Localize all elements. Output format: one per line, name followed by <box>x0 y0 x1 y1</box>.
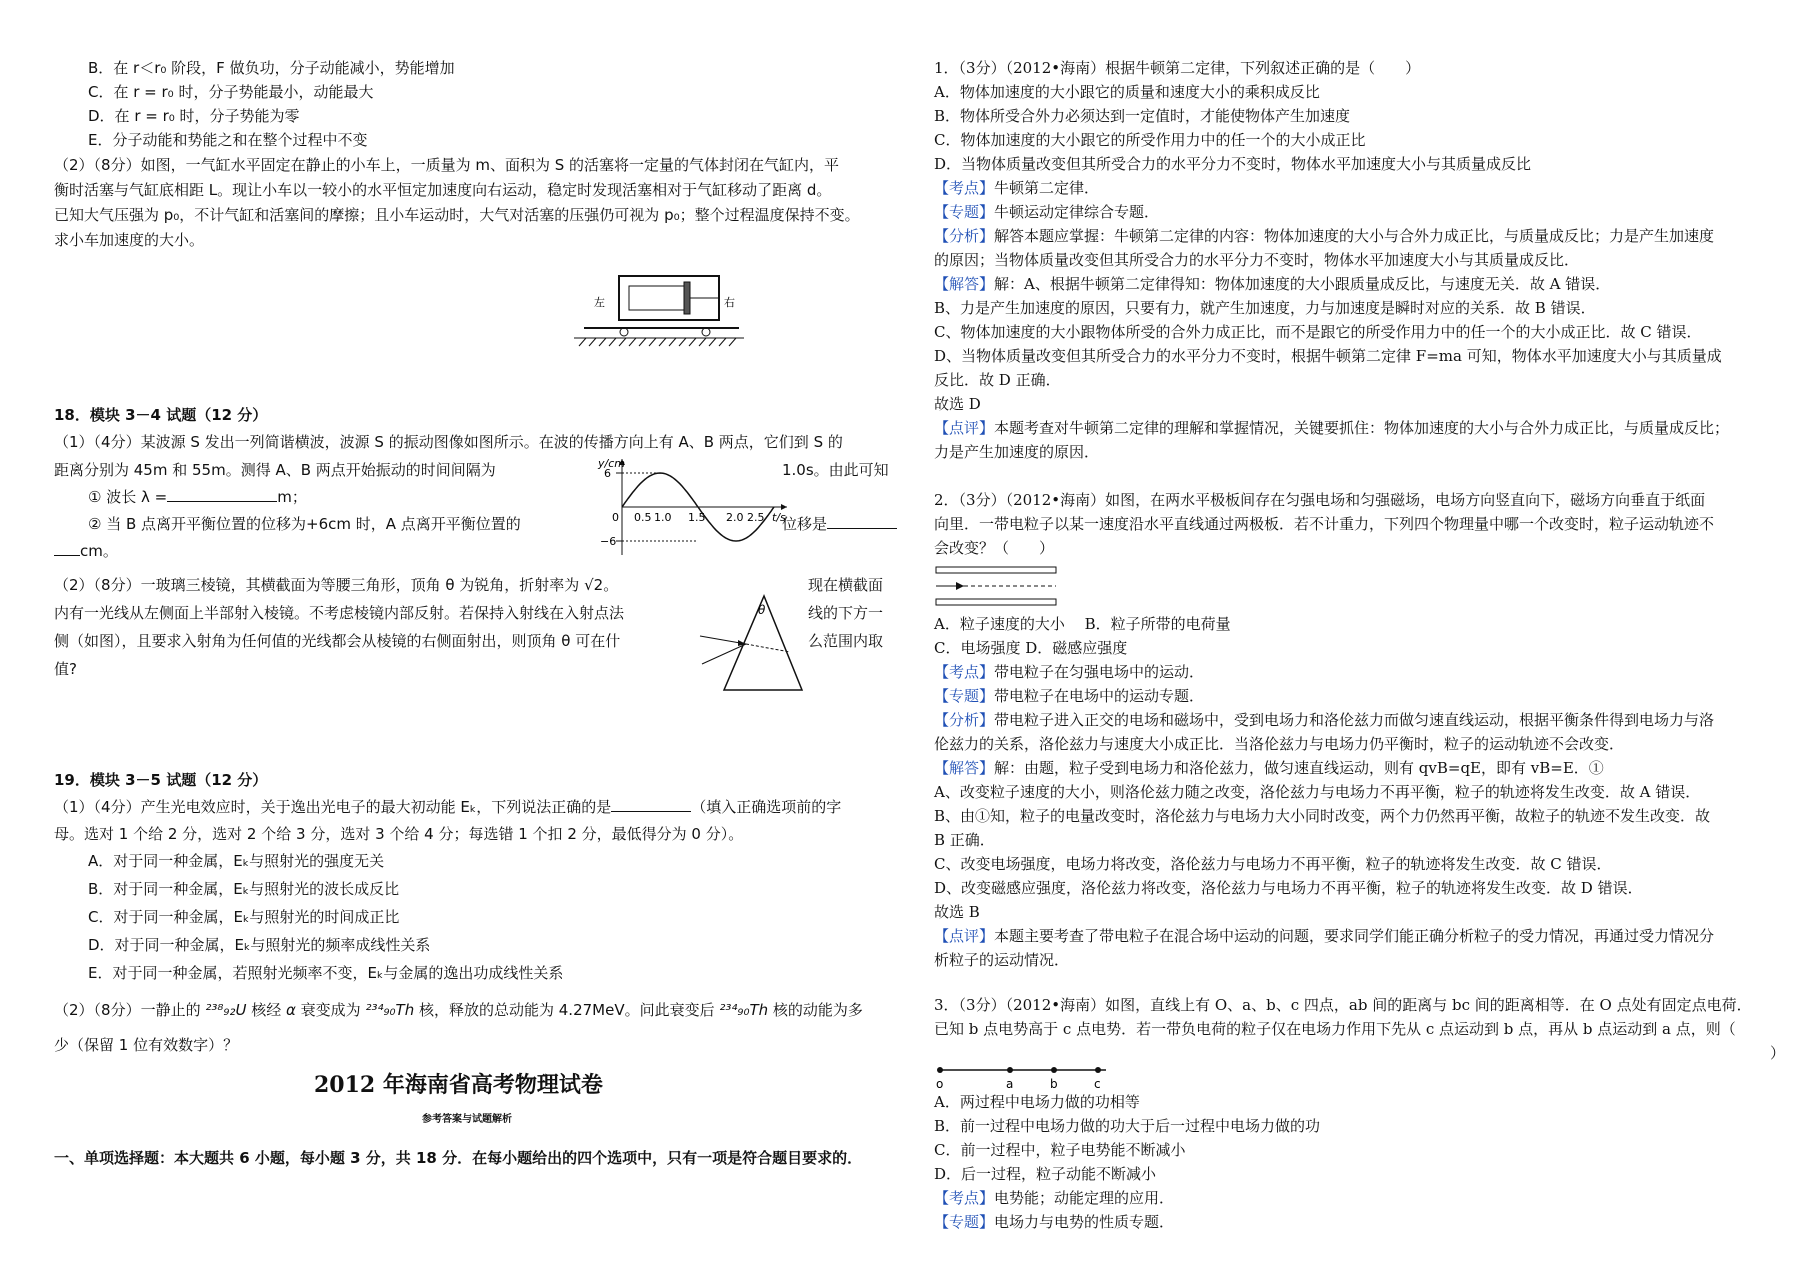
x-tick: 1.5 <box>688 511 706 524</box>
q2-jieda <box>934 758 1604 778</box>
q3-option-b: B．前一过程中电场力做的功大于后一过程中电场力做的功 <box>934 1117 1321 1135</box>
q2-answer: 故选 B <box>934 903 980 921</box>
fenxi-text: 带电粒子进入正交的电场和磁场中，受到电场力和洛伦兹力而做匀速直线运动，根据平衡条件得到电场力与洛 <box>994 711 1715 729</box>
q19-part2-text: 核经 <box>251 1001 282 1019</box>
q2-jieda-line: B 正确． <box>934 831 995 849</box>
tag-jieda: 【解答】 <box>934 275 995 293</box>
x-tick: 2.5 <box>747 511 765 524</box>
q1-kaodian <box>934 178 1099 198</box>
fenxi-text: 解答本题应掌握：牛顿第二定律的内容：物体加速度的大小与合外力成正比，与质量成反比；力是产生加速度 <box>994 227 1715 245</box>
q18-displacement-unit <box>54 541 118 561</box>
q18-wavelength <box>88 487 307 507</box>
tag-kaodian: 【考点】 <box>934 179 995 197</box>
wavelength-label: ① 波长 λ = <box>88 488 168 506</box>
jieda-text: 解：A、根据牛顿第二定律得知：物体加速度的大小跟质量成反比，与速度无关．故 A 错误． <box>994 275 1611 293</box>
kaodian-text: 电势能；动能定理的应用． <box>994 1189 1175 1207</box>
q1-jieda-line: C、物体加速度的大小跟物体所受的合外力成正比，而不是跟它的所受作用力中的任一个的大小成正比．故 C 错误． <box>934 323 1702 341</box>
q18-part2-line: 内有一光线从左侧面上半部射入棱镜。不考虑棱镜内部反射。若保持入射线在入射点法 <box>54 604 625 622</box>
q1-jieda-line: 反比．故 D 正确． <box>934 371 1061 389</box>
jieda-text: 解：由题，粒子受到电场力和洛伦兹力，做匀速直线运动，则有 qvB=qE，即有 vB=E．① <box>994 759 1604 777</box>
q1-dianping <box>934 418 1729 438</box>
alpha-symbol: α <box>286 1001 296 1019</box>
period: 。 <box>603 576 619 594</box>
q2-options: C．电场强度 D．磁感应强度 <box>934 639 1128 657</box>
q19-heading: 19．模块 3－5 试题（12 分） <box>54 771 268 789</box>
point-c: c <box>1094 1077 1101 1091</box>
q18-part2-line: 现在横截面 <box>808 576 884 594</box>
q19-part2-line: 少（保留 1 位有效数字）？ <box>54 1036 239 1054</box>
q18-part2-line: 线的下方一 <box>808 604 884 622</box>
q1-zhuanti <box>934 202 1159 222</box>
kaodian-text: 带电粒子在匀强电场中的运动． <box>994 663 1205 681</box>
q1-answer: 故选 D <box>934 395 981 413</box>
theta-label: θ <box>758 603 766 617</box>
q19-part2-text: 核，释放的总动能为 4.27MeV。问此衰变后 <box>419 1001 715 1019</box>
tag-zhuanti: 【专题】 <box>934 687 995 705</box>
q2-stem: 会改变？（ ） <box>934 539 1055 557</box>
q3-stem-tail: ） <box>1770 1044 1786 1062</box>
q18-displacement: ② 当 B 点离开平衡位置的位移为+6cm 时，A 点离开平衡位置的 <box>88 515 521 533</box>
q1-stem: 1．（3分）（2012•海南）根据牛顿第二定律，下列叙述正确的是（ ） <box>934 59 1421 77</box>
q19-part2-line <box>54 1000 863 1020</box>
q19-part2-text: （2）（8分）一静止的 <box>54 1001 201 1019</box>
q1-option-b: B．物体所受合外力必须达到一定值时，才能使物体产生加速度 <box>934 107 1351 125</box>
dianping-text: 本题考查对牛顿第二定律的理解和掌握情况，关键要抓住：物体加速度的大小与合外力成正比，与质量成反比； <box>994 419 1730 437</box>
tag-fenxi: 【分析】 <box>934 227 995 245</box>
point-b: b <box>1050 1077 1058 1091</box>
q2-fenxi-cont: 伦兹力的关系，洛伦兹力与速度大小成正比．当洛伦兹力与电场力仍平衡时，粒子的运动轨迹不会改变． <box>934 735 1625 753</box>
q18-part2-line: 侧（如图），且要求入射角为任何值的光线都会从棱镜的右侧面射出，则顶角 θ 可在什 <box>54 632 621 650</box>
q2-dianping-cont: 析粒子的运动情况． <box>934 951 1070 969</box>
tag-dianping: 【点评】 <box>934 927 995 945</box>
q18-part2-line: 么范围内取 <box>808 632 884 650</box>
y-tick-top: 6 <box>604 467 611 480</box>
q18-part1-line: 1.0s。由此可知 <box>782 461 889 479</box>
right-label: 右 <box>724 296 735 309</box>
displacement-blank-2[interactable] <box>54 555 80 556</box>
q19-option-c: C．对于同一种金属，Eₖ与照射光的时间成正比 <box>88 908 400 926</box>
q1-option-d: D．当物体质量改变但其所受合力的水平分力不变时，物体水平加速度大小与其质量成反比 <box>934 155 1532 173</box>
q17-part2-line: 已知大气压强为 p₀，不计气缸和活塞间的摩擦；且小车运动时，大气对活塞的压强仍可视为 p₀；整个过程温度保持不变。 <box>54 206 860 224</box>
prism-figure <box>694 592 804 692</box>
section-heading: 一、单项选择题：本大题共 6 小题，每小题 3 分，共 18 分．在每小题给出的四个选项中，只有一项是符合题目要求的． <box>54 1149 863 1167</box>
wavelength-blank[interactable] <box>167 501 277 502</box>
q2-stem: 2．（3分）（2012•海南）如图，在两水平极板间存在匀强电场和匀强磁场，电场方向竖直向下，磁场方向垂直于纸面 <box>934 491 1706 509</box>
q2-plates-figure <box>934 563 1060 609</box>
q2-kaodian <box>934 662 1204 682</box>
tag-jieda: 【解答】 <box>934 759 995 777</box>
q18-part1-line: （1）（4分）某波源 S 发出一列简谐横波，波源 S 的振动图像如图所示。在波的传播方向上有 A、B 两点，它们到 S 的 <box>54 433 843 451</box>
sqrt2: √2 <box>584 576 604 594</box>
q19-part1-tail: （填入正确选项前的字 <box>691 798 842 816</box>
q1-jieda-line: D、当物体质量改变但其所受合力的水平分力不变时，根据牛顿第二定律 F=ma 可知，物体水平加速度大小与其质量成 <box>934 347 1722 365</box>
x-tick: 0 <box>612 511 619 524</box>
q19-option-e: E．对于同一种金属，若照射光频率不变，Eₖ与金属的逸出功成线性关系 <box>88 964 564 982</box>
zhuanti-text: 带电粒子在电场中的运动专题． <box>994 687 1205 705</box>
q2-jieda-line: A、改变粒子速度的大小，则洛伦兹力随之改变，洛伦兹力与电场力不再平衡，粒子的轨迹将发生改变．故 A 错误． <box>934 783 1701 801</box>
x-tick: 0.5 <box>634 511 652 524</box>
thorium-symbol: ²³⁴₉₀Th <box>719 1001 769 1019</box>
q3-option-c: C．前一过程中，粒子电势能不断减小 <box>934 1141 1186 1159</box>
point-a: a <box>1006 1077 1014 1091</box>
q18-part1-line: 距离分别为 45m 和 55m。测得 A、B 两点开始振动的时间间隔为 <box>54 461 496 479</box>
q3-line-figure <box>934 1060 1114 1092</box>
dianping-text: 本题主要考查了带电粒子在混合场中运动的问题，要求同学们能正确分析粒子的受力情况，再通过受力情况分 <box>994 927 1715 945</box>
q18-heading: 18．模块 3－4 试题（12 分） <box>54 406 268 424</box>
q19-option-b: B．对于同一种金属，Eₖ与照射光的波长成反比 <box>88 880 400 898</box>
q2-jieda-line: B、由①知，粒子的电量改变时，洛伦兹力与电场力大小同时改变，两个力仍然再平衡，故粒子的轨迹不发生改变．故 <box>934 807 1711 825</box>
q2-jieda-line: D、改变磁感应强度，洛伦兹力将改变，洛伦兹力与电场力不再平衡，粒子的轨迹将发生改变．故 D 错误． <box>934 879 1643 897</box>
q17-part2-line: 衡时活塞与气缸底相距 L。现让小车以一较小的水平恒定加速度向右运动，稳定时发现活塞相对于气缸移动了距离 d。 <box>54 181 832 199</box>
thorium-symbol: ²³⁴₉₀Th <box>365 1001 415 1019</box>
wavelength-unit: m； <box>277 488 307 506</box>
tag-kaodian: 【考点】 <box>934 663 995 681</box>
q19-part2-text: 衰变成为 <box>300 1001 361 1019</box>
page-title: 2012 年海南省高考物理试卷 <box>314 1072 603 1098</box>
y-tick-bottom: −6 <box>600 535 617 548</box>
q1-jieda-line: B、力是产生加速度的原因，只要有力，就产生加速度，力与加速度是瞬时对应的关系．故 B 错误． <box>934 299 1596 317</box>
q19-part1-line: 母。选对 1 个给 2 分，选对 2 个给 3 分，选对 3 个给 4 分；每选错 1 个扣 2 分，最低得分为 0 分）。 <box>54 825 744 843</box>
q17-option-b: B．在 r＜r₀ 阶段，F 做负功，分子动能减小，势能增加 <box>88 59 455 77</box>
q2-fenxi <box>934 710 1714 730</box>
q2-zhuanti <box>934 686 1204 706</box>
x-tick: 2.0 <box>726 511 744 524</box>
q19-part1-text: （1）（4分）产生光电效应时，关于逸出光电子的最大初动能 Eₖ，下列说法正确的是 <box>54 798 612 816</box>
q3-kaodian <box>934 1188 1174 1208</box>
q18-part2-line <box>54 575 618 595</box>
q3-stem: 已知 b 点电势高于 c 点电势．若一带负电荷的粒子仅在电场力作用下先从 c 点运动到 b 点，再从 b 点运动到 a 点，则（ <box>934 1020 1736 1038</box>
q3-stem: 3．（3分）（2012•海南）如图，直线上有 O、a、b、c 四点，ab 间的距离与 bc 间的距离相等．在 O 点处有固定点电荷． <box>934 996 1752 1014</box>
tag-fenxi: 【分析】 <box>934 711 995 729</box>
q2-stem: 向里．一带电粒子以某一速度沿水平直线通过两极板．若不计重力，下列四个物理量中哪一个改变时，粒子运动轨迹不 <box>934 515 1715 533</box>
q1-option-a: A．物体加速度的大小跟它的质量和速度大小的乘积成反比 <box>934 83 1320 101</box>
q1-option-c: C．物体加速度的大小跟它的所受作用力中的任一个的大小成正比 <box>934 131 1366 149</box>
q3-option-a: A．两过程中电场力做的功相等 <box>934 1093 1140 1111</box>
q18-part2-line: 值? <box>54 660 77 678</box>
q18-part2-text: （2）（8分）一玻璃三棱镜，其横截面为等腰三角形，顶角 θ 为锐角，折射率为 <box>54 576 580 594</box>
q3-option-d: D．后一过程，粒子动能不断减小 <box>934 1165 1157 1183</box>
displacement-label: 位移是 <box>782 515 828 533</box>
point-o: o <box>936 1077 944 1091</box>
vibration-graph <box>582 455 792 560</box>
page-subtitle: 参考答案与试题解析 <box>422 1114 512 1125</box>
q2-options: A．粒子速度的大小 B．粒子所带的电荷量 <box>934 615 1231 633</box>
cm-unit: cm。 <box>80 542 118 560</box>
kaodian-text: 牛顿第二定律． <box>994 179 1100 197</box>
tag-zhuanti: 【专题】 <box>934 1213 995 1231</box>
tag-dianping: 【点评】 <box>934 419 995 437</box>
tag-kaodian: 【考点】 <box>934 1189 995 1207</box>
q17-option-c: C．在 r = r₀ 时，分子势能最小，动能最大 <box>88 83 374 101</box>
q17-part2-line: 求小车加速度的大小。 <box>54 231 205 249</box>
displacement-blank[interactable] <box>827 528 897 529</box>
q18-displacement-tail <box>782 514 897 534</box>
q19-part2-text: 核的动能为多 <box>772 1001 863 1019</box>
q2-jieda-line: C、改变电场强度，电场力将改变，洛伦兹力与电场力不再平衡，粒子的轨迹将发生改变．故 C 错误． <box>934 855 1612 873</box>
q19-answer-blank[interactable] <box>611 811 691 812</box>
q17-option-d: D．在 r = r₀ 时，分子势能为零 <box>88 107 300 125</box>
q19-option-d: D．对于同一种金属，Eₖ与照射光的频率成线性关系 <box>88 936 431 954</box>
q1-jieda <box>934 274 1610 294</box>
q19-part1-line <box>54 797 841 817</box>
q1-fenxi <box>934 226 1714 246</box>
tag-zhuanti: 【专题】 <box>934 203 995 221</box>
x-tick: 1.0 <box>654 511 672 524</box>
y-axis-label: y/cm <box>598 457 625 470</box>
q1-fenxi-cont: 的原因；当物体质量改变但其所受合力的水平分力不变时，物体水平加速度大小与其质量成反比． <box>934 251 1580 269</box>
cylinder-cart-figure <box>574 268 744 348</box>
q2-dianping <box>934 926 1714 946</box>
left-label: 左 <box>594 296 605 309</box>
uranium-symbol: ²³⁸₉₂U <box>205 1001 247 1019</box>
q19-option-a: A．对于同一种金属，Eₖ与照射光的强度无关 <box>88 852 385 870</box>
zhuanti-text: 电场力与电势的性质专题． <box>994 1213 1175 1231</box>
q17-option-e: E．分子动能和势能之和在整个过程中不变 <box>88 131 368 149</box>
q3-zhuanti <box>934 1212 1174 1232</box>
x-axis-label: t/s <box>772 511 786 524</box>
zhuanti-text: 牛顿运动定律综合专题． <box>994 203 1160 221</box>
q17-part2-line: （2）（8分）如图，一气缸水平固定在静止的小车上，一质量为 m、面积为 S 的活塞将一定量的气体封闭在气缸内，平 <box>54 156 840 174</box>
q1-dianping-cont: 力是产生加速度的原因． <box>934 443 1100 461</box>
